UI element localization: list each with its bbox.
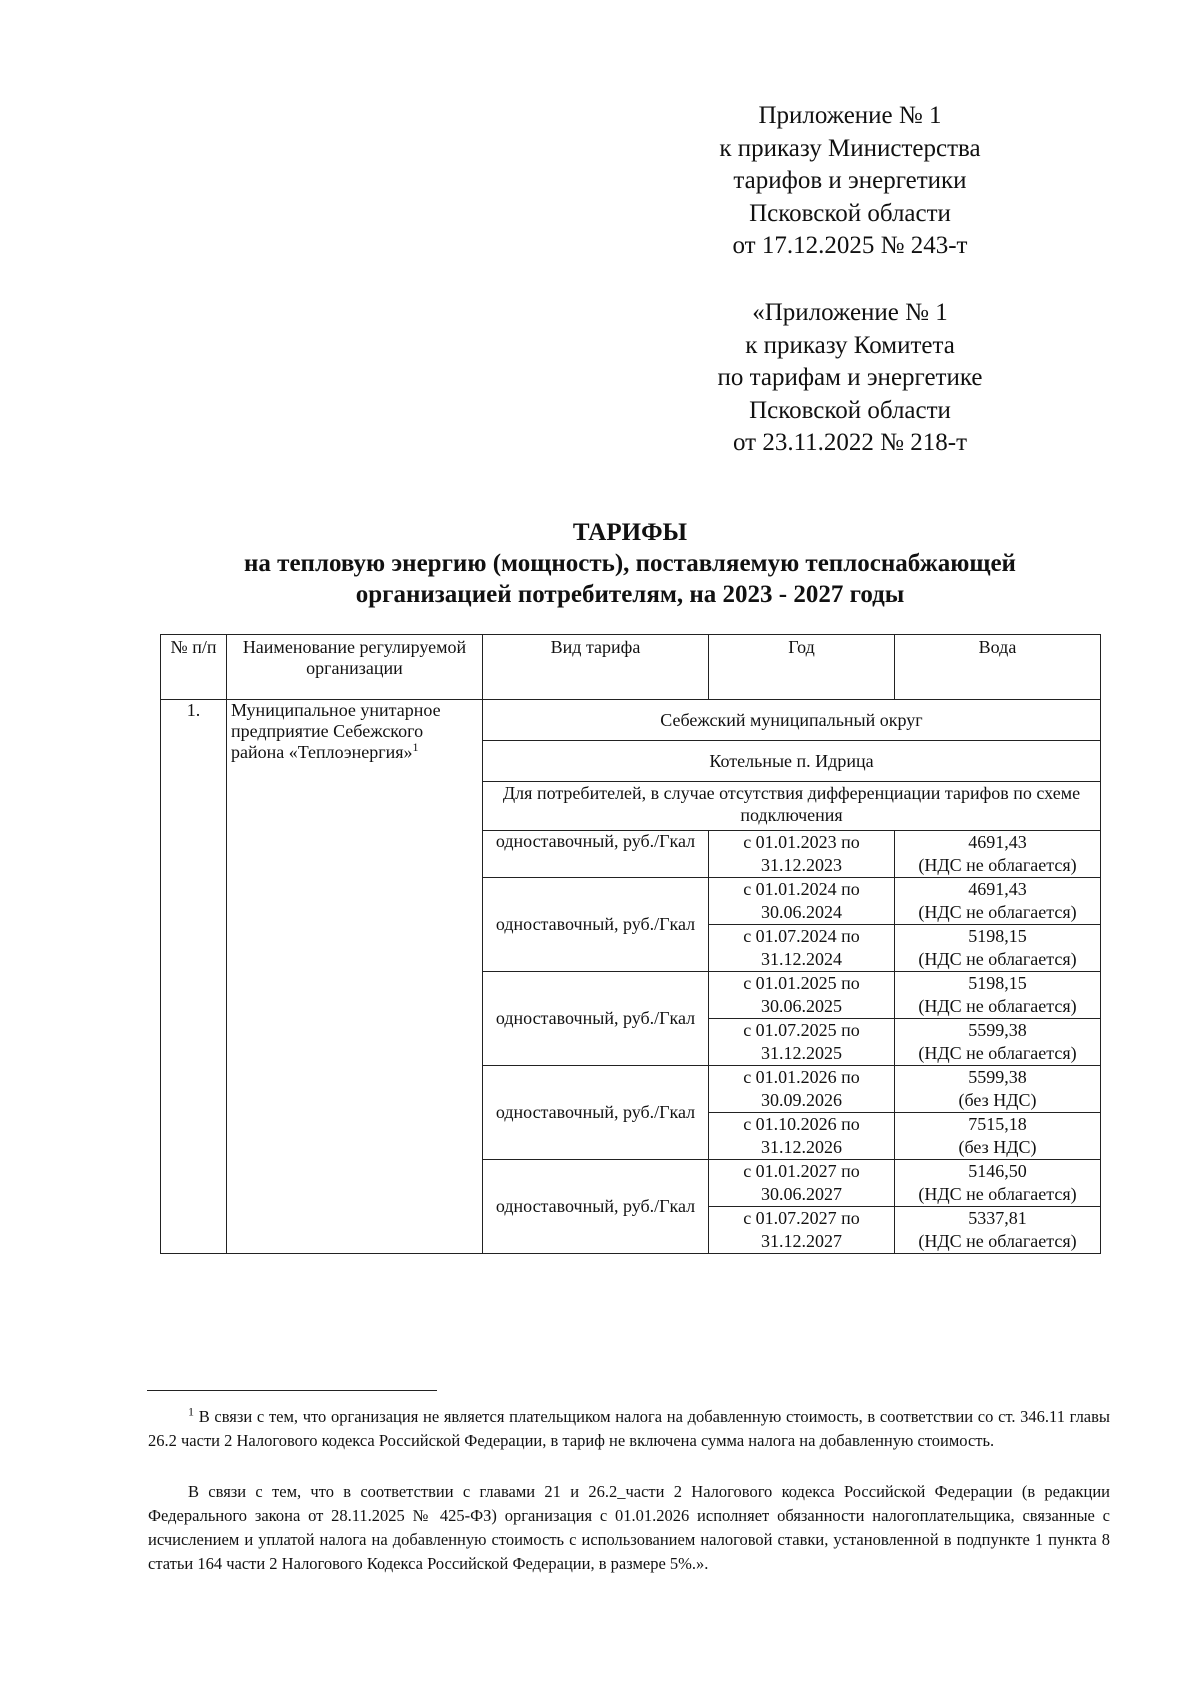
value-cell [895,878,1101,925]
vat-note: (НДС не облагается) [918,949,1077,969]
period-cell: с 01.01.2026 по 30.09.2026 [709,1066,895,1113]
tariff-value: 7515,18 [968,1114,1027,1134]
tariff-type-cell: одноставочный, руб./Гкал [483,1160,709,1254]
value-cell [895,1207,1101,1254]
period-cell: с 01.07.2024 по 31.12.2024 [709,925,895,972]
footnote-1 [148,1405,1110,1453]
appendix-header-ministry [660,100,1040,263]
value-cell [895,1019,1101,1066]
tariff-type-cell: одноставочный, руб./Гкал [483,878,709,972]
tariff-value: 4691,43 [968,832,1027,852]
footnote-separator [147,1390,437,1391]
period-cell: с 01.07.2025 по 31.12.2025 [709,1019,895,1066]
appendix-line: Псковской области [749,199,951,227]
period-cell: с 01.01.2024 по 30.06.2024 [709,878,895,925]
header-no: № п/п [161,635,227,700]
vat-note: (без НДС) [958,1137,1037,1157]
tariff-value: 4691,43 [968,879,1027,899]
tariff-value: 5599,38 [968,1020,1027,1040]
value-cell [895,1113,1101,1160]
vat-note: (НДС не облагается) [918,1184,1077,1204]
vat-note: (НДС не облагается) [918,996,1077,1016]
document-subtitle-line-1: на тепловую энергию (мощность), поставляемую теплоснабжающей [244,550,1016,577]
tariff-value: 5146,50 [968,1161,1027,1181]
period-cell: с 01.01.2023 по 31.12.2023 [709,831,895,878]
footnote-2: В связи с тем, что в соответствии с главами 21 и 26.2_части 2 Налогового кодекса Российской Федерации (в редакции Федерального закона от 28.11.2025 № 425-ФЗ) организация с 01.01.2026 исполняет обязанности налогоплательщика, связанные с исчислением и уплатой налога на добавленную стоимость с использованием налоговой ставки, установленной в подпункте 1 пункта 8 статьи 164 части 2 Налогового Кодекса Российской Федерации, в размере 5%.». [148,1482,1110,1573]
appendix-line: от 23.11.2022 № 218-т [732,429,968,456]
header-tariff-type: Вид тарифа [483,635,709,700]
footnote-mark: 1 [412,740,419,754]
header-org: Наименование регулируемой организации [227,635,483,700]
header-year: Год [709,635,895,700]
appendix-line: к приказу Комитета [745,331,955,359]
section-consumers: Для потребителей, в случае отсутствия дифференциации тарифов по схеме подключения [483,782,1101,831]
value-cell [895,831,1101,878]
footnote-mark: 1 [188,1404,194,1419]
tariff-type-cell: одноставочный, руб./Гкал [483,831,709,878]
appendix-line: по тарифам и энергетике [717,364,983,391]
vat-note: (без НДС) [958,1090,1037,1110]
table-header-row [161,635,1101,700]
document-title: ТАРИФЫ [572,519,688,546]
table-row [161,700,1101,741]
tariff-value: 5337,81 [968,1208,1027,1228]
appendix-line: «Приложение № 1 [752,299,948,326]
period-cell: с 01.10.2026 по 31.12.2026 [709,1113,895,1160]
appendix-line: тарифов и энергетики [733,167,967,194]
document-subtitle-line-2: организацией потребителям, на 2023 - 2027 годы [355,581,905,608]
value-cell [895,1160,1101,1207]
appendix-header-committee [660,297,1040,460]
vat-note: (НДС не облагается) [918,1043,1077,1063]
footnote-text: В связи с тем, что организация не является плательщиком налога на добавленную стоимость, в соответствии со ст. 346.11 главы 26.2 части 2 Налогового кодекса Российской Федерации, в тариф не включена сумма налога на добавленную стоимость. [148,1407,1110,1450]
tariff-value: 5198,15 [968,926,1027,946]
value-cell [895,925,1101,972]
vat-note: (НДС не облагается) [918,855,1077,875]
period-cell: с 01.07.2027 по 31.12.2027 [709,1207,895,1254]
period-cell: с 01.01.2025 по 30.06.2025 [709,972,895,1019]
section-district: Себежский муниципальный округ [483,700,1101,741]
period-cell: с 01.01.2027 по 30.06.2027 [709,1160,895,1207]
value-cell [895,1066,1101,1113]
org-name: Муниципальное унитарное предприятие Себежского района «Теплоэнергия» [231,700,441,762]
tariffs-table [160,634,1101,1254]
appendix-line: Приложение № 1 [758,102,942,129]
org-name-cell [227,700,483,1254]
header-water: Вода [895,635,1101,700]
tariff-type-cell: одноставочный, руб./Гкал [483,1066,709,1160]
appendix-line: Псковской области [749,396,951,424]
appendix-line: к приказу Министерства [719,134,981,162]
row-number: 1. [161,700,227,1254]
tariff-type-cell: одноставочный, руб./Гкал [483,972,709,1066]
tariff-value: 5198,15 [968,973,1027,993]
tariff-value: 5599,38 [968,1067,1027,1087]
value-cell [895,972,1101,1019]
vat-note: (НДС не облагается) [918,1231,1077,1251]
vat-note: (НДС не облагается) [918,902,1077,922]
appendix-line: от 17.12.2025 № 243-т [732,232,968,259]
section-boiler-houses: Котельные п. Идрица [483,741,1101,782]
